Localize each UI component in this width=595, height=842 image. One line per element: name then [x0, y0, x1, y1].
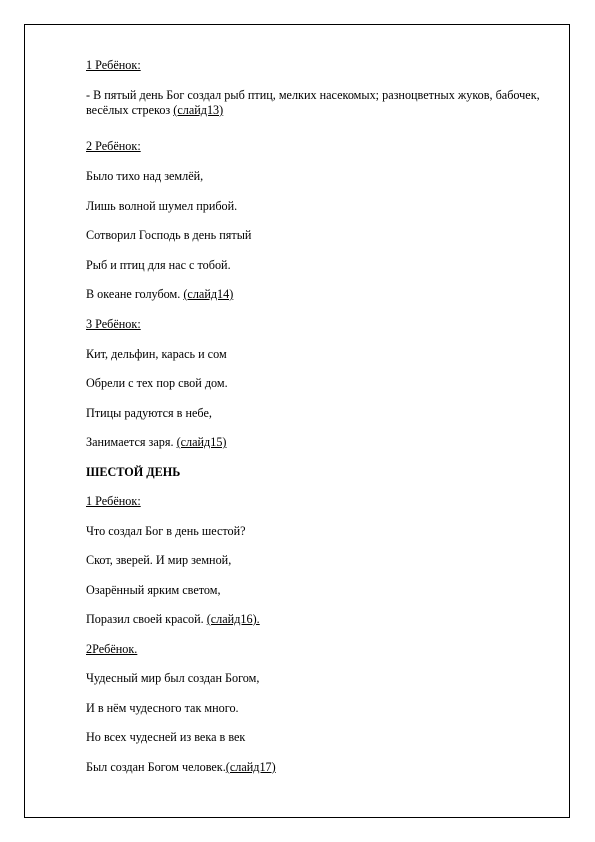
verse-text: В океане голубом.	[86, 287, 184, 301]
speaker-heading-5: 2Ребёнок.	[86, 642, 138, 656]
verse-line: Рыб и птиц для нас с тобой.	[86, 258, 231, 272]
speaker-heading-4: 1 Ребёнок:	[86, 494, 141, 508]
slide-ref-13: (слайд13)	[173, 103, 224, 117]
section-title: ШЕСТОЙ ДЕНЬ	[86, 465, 181, 479]
verse-line: И в нём чудесного так много.	[86, 701, 239, 715]
slide-ref-15: (слайд15)	[176, 435, 227, 449]
verse-text: Был создан Богом человек.	[86, 760, 226, 774]
verse-line: Лишь волной шумел прибой.	[86, 199, 238, 213]
verse-line	[86, 612, 260, 627]
verse-line	[86, 760, 276, 775]
speaker-heading-3: 3 Ребёнок:	[86, 317, 141, 331]
verse-line: Но всех чудесней из века в век	[86, 730, 246, 744]
verse-line: Что создал Бог в день шестой?	[86, 524, 246, 538]
verse-line	[86, 287, 233, 302]
verse-text: Занимается заря.	[86, 435, 177, 449]
verse-line: Скот, зверей. И мир земной,	[86, 553, 232, 567]
speaker-heading-2: 2 Ребёнок:	[86, 139, 141, 153]
slide-ref-16: (слайд16).	[206, 612, 260, 626]
speaker-heading-1: 1 Ребёнок:	[86, 58, 141, 72]
verse-line: Озарённый ярким светом,	[86, 583, 221, 597]
slide-ref-14: (слайд14)	[183, 287, 234, 301]
verse-line: Обрели с тех пор свой дом.	[86, 376, 228, 390]
verse-line	[86, 435, 227, 450]
slide-ref-17: (слайд17)	[225, 760, 276, 774]
verse-line: Сотворил Господь в день пятый	[86, 228, 252, 242]
verse-line: Кит, дельфин, карась и сом	[86, 347, 227, 361]
paragraph-fifth-day	[86, 88, 552, 118]
verse-line: Птицы радуются в небе,	[86, 406, 212, 420]
paragraph-text: - В пятый день Бог создал рыб птиц, мелких насекомых; разноцветных жуков, бабочек, весёлых стрекоз	[86, 88, 540, 117]
verse-line: Чудесный мир был создан Богом,	[86, 671, 260, 685]
verse-line: Было тихо над землёй,	[86, 169, 204, 183]
verse-text: Поразил своей красой.	[86, 612, 207, 626]
